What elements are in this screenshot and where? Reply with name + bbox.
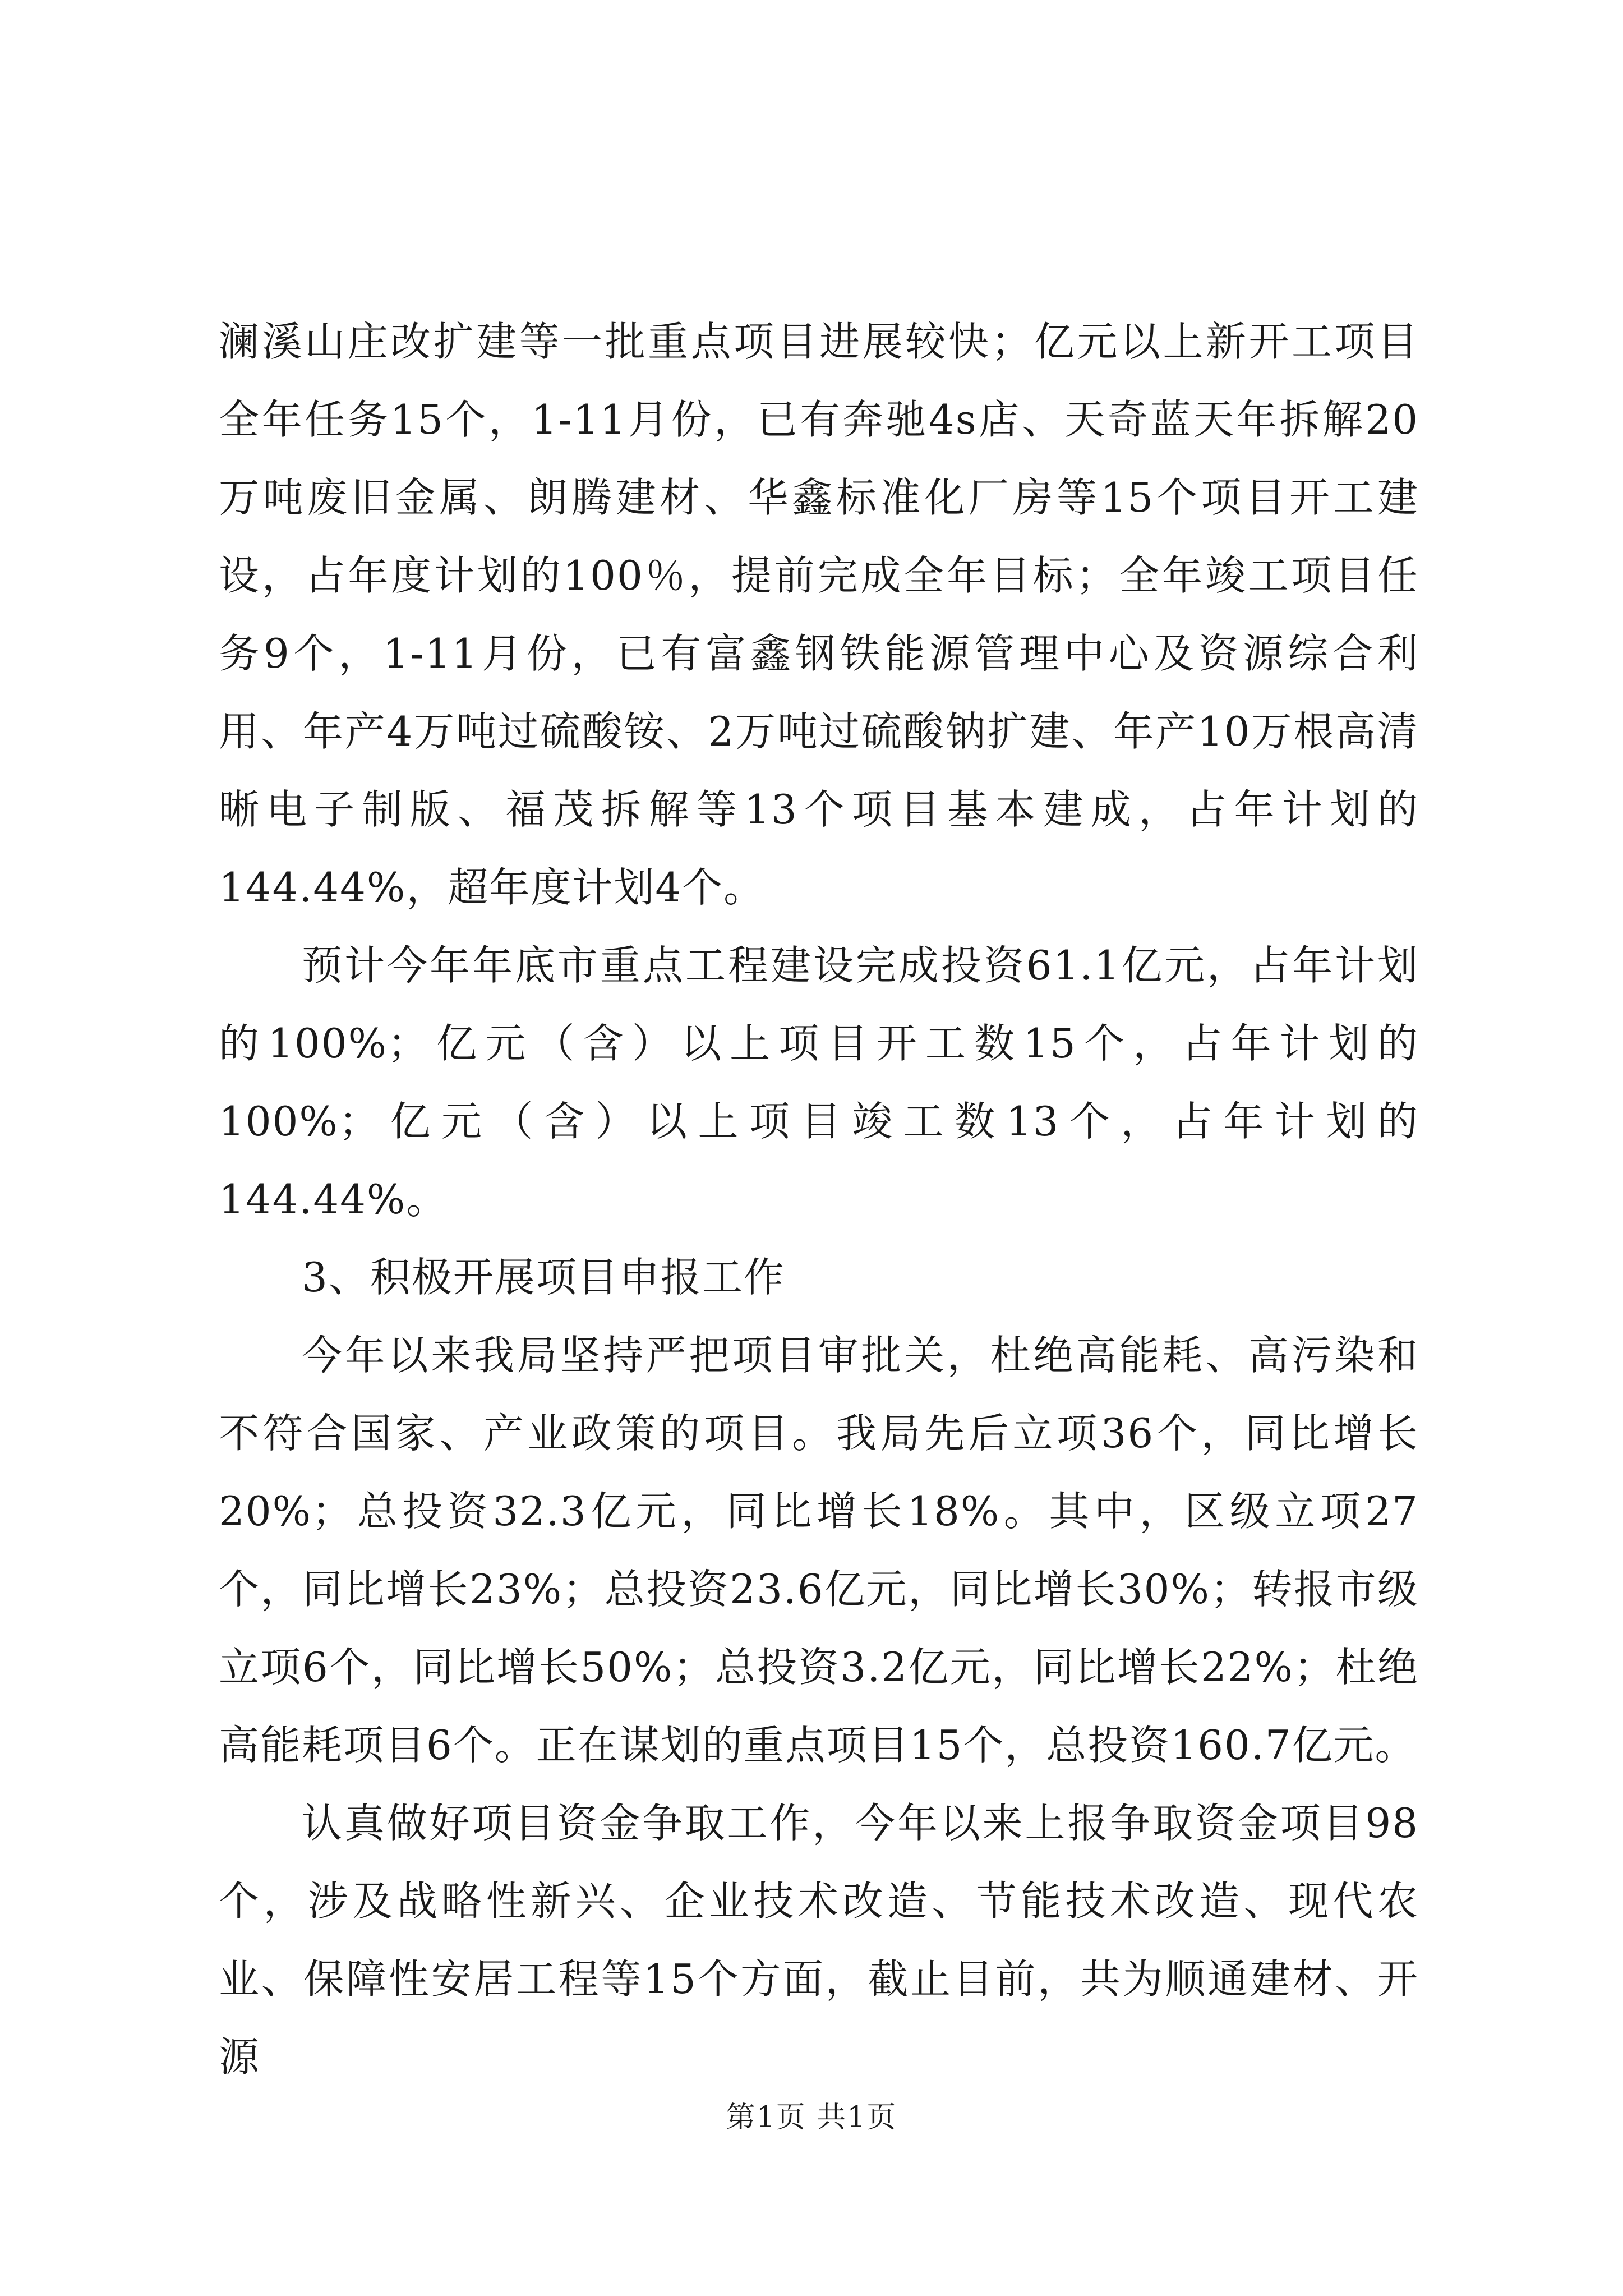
paragraph-1: 澜溪山庄改扩建等一批重点项目进展较快；亿元以上新开工项目全年任务15个，1-11月份，已有奔驰4s店、天奇蓝天年拆解20万吨废旧金属、朗腾建材、华鑫标准化厂房等15个项目开工建设，占年度计划的100％，提前完成全年目标；全年竣工项目任务9个，1-11月份，已有富鑫钢铁能源管理中心及资源综合利用、年产4万吨过硫酸铵、2万吨过硫酸钠扩建、年产10万根高清晰电子制版、福茂拆解等13个项目基本建成，占年计划的144.44%，超年度计划4个。 (219, 318, 1419, 911)
page-footer (0, 2098, 1623, 2137)
section-heading: 3、积极开展项目申报工作 (302, 1254, 785, 1301)
page-number-label: 第1页 共1页 (726, 2101, 897, 2134)
paragraph-3: 今年以来我局坚持严把项目审批关，杜绝高能耗、高污染和不符合国家、产业政策的项目。我局先后立项36个，同比增长20%；总投资32.3亿元，同比增长18%。其中，区级立项27个，同比增长23%；总投资23.6亿元，同比增长30%；转报市级立项6个，同比增长50%；总投资3.2亿元，同比增长22%；杜绝高能耗项目6个。正在谋划的重点项目15个，总投资160.7亿元。 (219, 1332, 1419, 1769)
paragraph-2: 预计今年年底市重点工程建设完成投资61.1亿元，占年计划的100%；亿元（含）以上项目开工数15个，占年计划的100%；亿元（含）以上项目竣工数13个，占年计划的144.44%。 (219, 942, 1419, 1223)
paragraph-4: 认真做好项目资金争取工作，今年以来上报争取资金项目98个，涉及战略性新兴、企业技术改造、节能技术改造、现代农业、保障性安居工程等15个方面，截止目前，共为顺通建材、开源 (219, 1800, 1419, 2081)
document-body (219, 303, 1419, 2096)
